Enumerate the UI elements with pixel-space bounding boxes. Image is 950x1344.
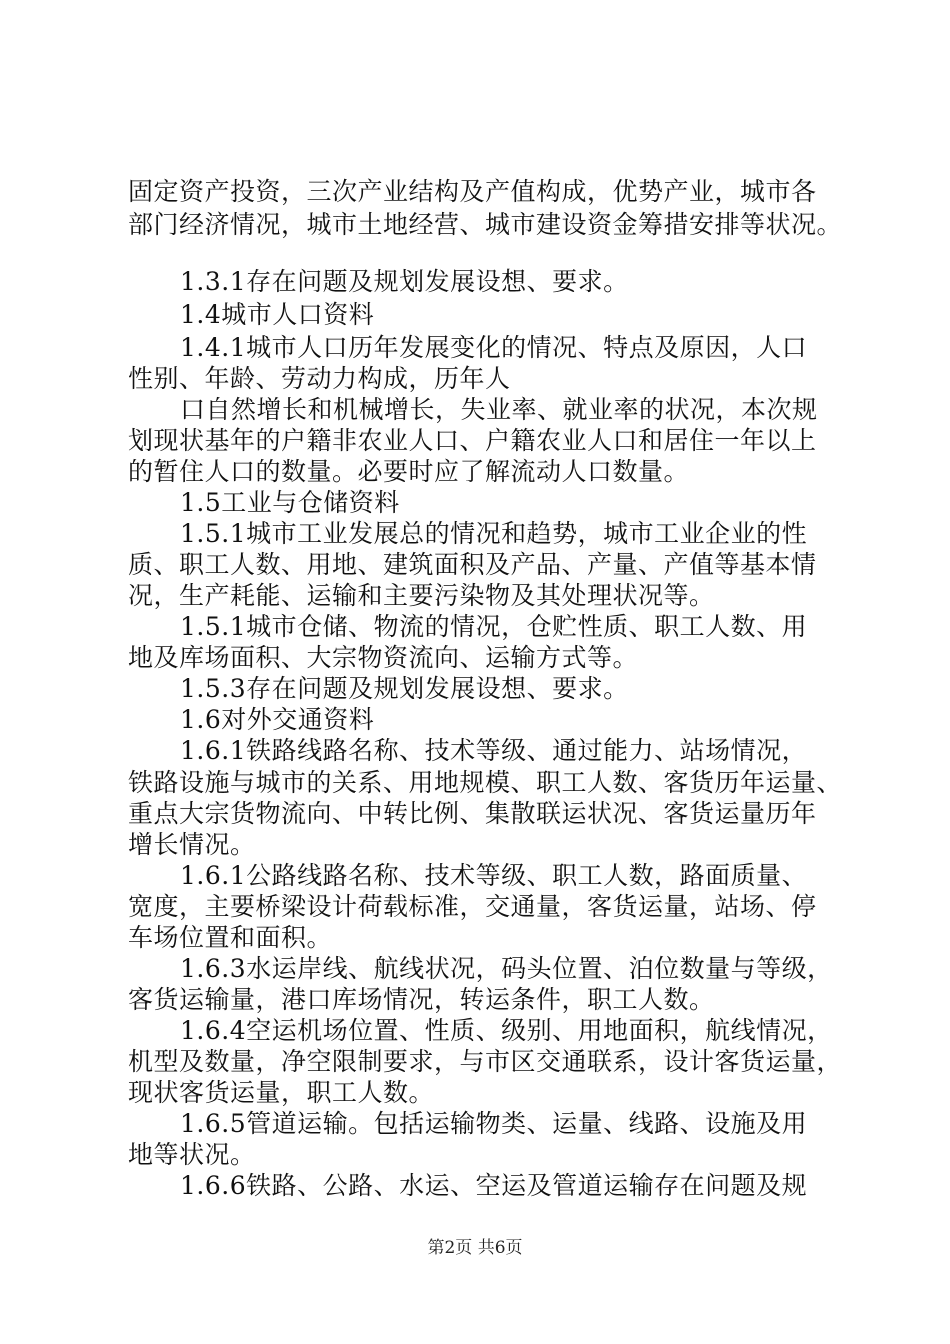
section-heading: 1.4城市人口资料 xyxy=(180,300,375,329)
body-text-line: 的暂住人口的数量。必要时应了解流动人口数量。 xyxy=(128,457,690,486)
section-heading: 1.3.1存在问题及规划发展设想、要求。 xyxy=(180,267,629,296)
body-text-line: 口自然增长和机械增长，失业率、就业率的状况，本次规 xyxy=(180,395,818,424)
body-text-line: 机型及数量，净空限制要求，与市区交通联系，设计客货运量， xyxy=(128,1047,843,1076)
body-text-line: 现状客货运量，职工人数。 xyxy=(128,1078,435,1107)
body-text-line: 地等状况。 xyxy=(128,1140,256,1169)
body-text-line: 划现状基年的户籍非农业人口、户籍农业人口和居住一年以上 xyxy=(128,426,817,455)
body-text-line: 1.5.1城市工业发展总的情况和趋势，城市工业企业的性 xyxy=(180,519,808,548)
body-text-line: 性别、年龄、劳动力构成，历年人 xyxy=(128,364,511,393)
section-heading: 1.5工业与仓储资料 xyxy=(180,488,400,517)
body-text-line: 质、职工人数、用地、建筑面积及产品、产量、产值等基本情 xyxy=(128,550,817,579)
body-text-line: 地及库场面积、大宗物资流向、运输方式等。 xyxy=(128,643,639,672)
body-text-line: 1.4.1城市人口历年发展变化的情况、特点及原因，人口 xyxy=(180,333,808,362)
body-text-line: 增长情况。 xyxy=(128,830,256,859)
body-text-line: 1.6.6铁路、公路、水运、空运及管道运输存在问题及规 xyxy=(180,1171,808,1200)
body-text-line: 1.6.4空运机场位置、性质、级别、用地面积，航线情况， xyxy=(180,1016,833,1045)
body-text-line: 况，生产耗能、运输和主要污染物及其处理状况等。 xyxy=(128,581,715,610)
body-text-line: 1.6.3水运岸线、航线状况，码头位置、泊位数量与等级， xyxy=(180,954,833,983)
body-text-line: 1.6.1铁路线路名称、技术等级、通过能力、站场情况， xyxy=(180,736,808,765)
section-heading: 1.5.3存在问题及规划发展设想、要求。 xyxy=(180,674,629,703)
page-number-footer: 第2页 共6页 xyxy=(427,1238,523,1258)
body-text-line: 重点大宗货物流向、中转比例、集散联运状况、客货运量历年 xyxy=(128,799,817,828)
body-text-line: 1.6.5管道运输。包括运输物类、运量、线路、设施及用 xyxy=(180,1109,808,1138)
section-heading: 1.6对外交通资料 xyxy=(180,705,375,734)
body-text-line: 1.6.1公路线路名称、技术等级、职工人数，路面质量、 xyxy=(180,861,808,890)
body-text-line: 宽度，主要桥梁设计荷载标准，交通量，客货运量，站场、停 xyxy=(128,892,817,921)
body-text-line: 1.5.1城市仓储、物流的情况，仓贮性质、职工人数、用 xyxy=(180,612,808,641)
body-text-line: 部门经济情况，城市土地经营、城市建设资金筹措安排等状况。 xyxy=(128,210,843,239)
body-text-line: 铁路设施与城市的关系、用地规模、职工人数、客货历年运量、 xyxy=(128,768,843,797)
body-text-line: 固定资产投资，三次产业结构及产值构成，优势产业，城市各 xyxy=(128,177,817,206)
body-text-line: 客货运输量，港口库场情况，转运条件，职工人数。 xyxy=(128,985,715,1014)
body-text-line: 车场位置和面积。 xyxy=(128,923,333,952)
